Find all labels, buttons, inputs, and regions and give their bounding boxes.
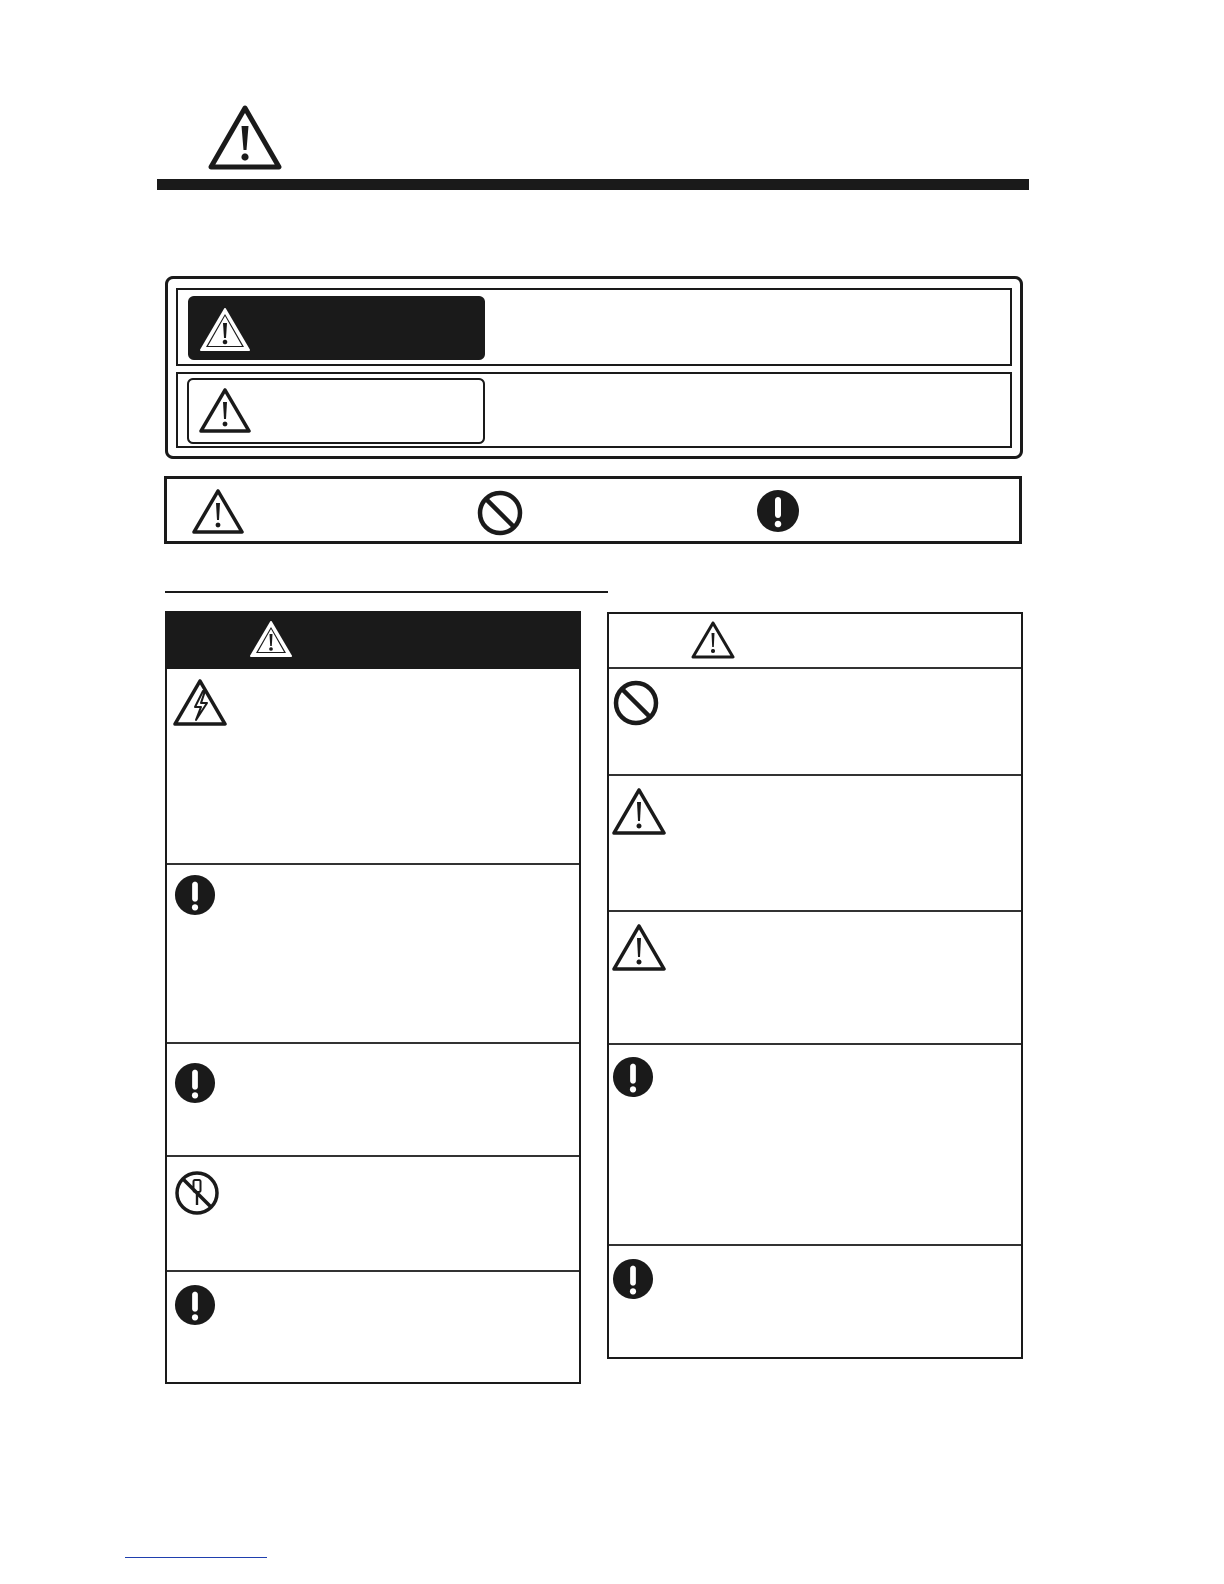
mandatory-action-icon bbox=[612, 1056, 654, 1098]
header-rule bbox=[157, 179, 1029, 190]
warning-triangle-icon bbox=[611, 922, 667, 972]
list-item bbox=[167, 1272, 579, 1382]
list-item bbox=[609, 776, 1021, 910]
warning-triangle-icon bbox=[249, 619, 293, 659]
symbol-legend-box bbox=[164, 476, 1022, 544]
mandatory-action-icon bbox=[174, 1284, 216, 1326]
right-column-header bbox=[609, 614, 1021, 666]
footer-link-underline[interactable] bbox=[125, 1557, 267, 1558]
warning-triangle-icon bbox=[198, 305, 252, 353]
mandatory-action-icon bbox=[174, 874, 216, 916]
mandatory-action-icon bbox=[174, 1062, 216, 1104]
list-item bbox=[167, 669, 579, 863]
warning-triangle-icon bbox=[691, 620, 735, 660]
no-disassembly-icon bbox=[174, 1170, 220, 1216]
electric-shock-icon bbox=[172, 677, 228, 727]
header-warning-icon bbox=[208, 104, 282, 170]
list-item bbox=[609, 912, 1021, 1043]
mandatory-action-icon bbox=[756, 489, 800, 533]
list-item bbox=[609, 1045, 1021, 1244]
warning-triangle-icon bbox=[198, 386, 252, 434]
warning-triangle-icon bbox=[191, 487, 245, 535]
prohibition-icon bbox=[612, 679, 660, 727]
warning-label-badge bbox=[188, 296, 485, 360]
left-column-header bbox=[165, 611, 581, 669]
list-item bbox=[167, 1157, 579, 1270]
section-rule bbox=[165, 591, 608, 593]
list-item bbox=[167, 1044, 579, 1155]
mandatory-action-icon bbox=[612, 1258, 654, 1300]
list-item bbox=[609, 1246, 1021, 1357]
list-item bbox=[609, 669, 1021, 774]
list-item bbox=[167, 865, 579, 1042]
caution-label-badge bbox=[187, 378, 485, 444]
prohibition-icon bbox=[476, 489, 524, 537]
warning-triangle-icon bbox=[611, 786, 667, 836]
